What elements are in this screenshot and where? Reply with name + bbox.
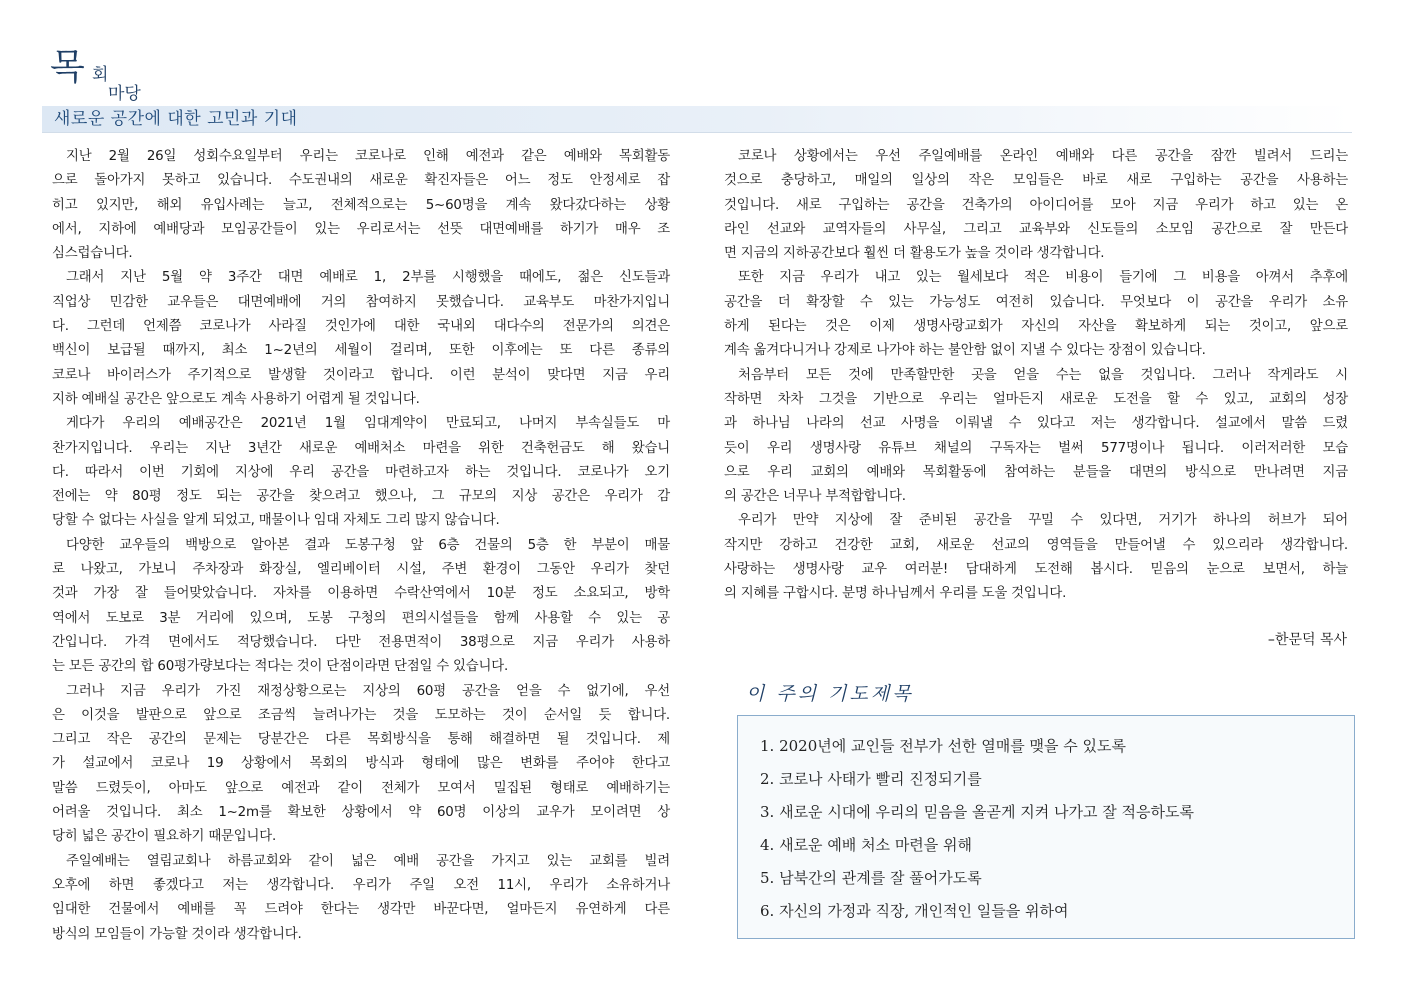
paragraph-line: 전에는 약 80평 정도 되는 공간을 찾으려고 했으나, 그 규모의 지상 공간은 우리가 감 <box>52 489 670 505</box>
paragraph-line: 작하면 차차 그것을 기반으로 우리는 얼마든지 새로운 도전을 할 수 있고, 교회의 성장 <box>724 391 1348 407</box>
paragraph-line: 오후에 하면 좋겠다고 저는 생각합니다. 우리가 주일 오전 11시, 우리가 소유하거나 <box>52 877 670 893</box>
paragraph-line: 우리가 만약 지상에 잘 준비된 공간을 꾸밀 수 있다면, 거기가 하나의 허브가 되어 <box>738 513 1348 529</box>
paragraph-line: 그래서 지난 5월 약 3주간 대면 예배로 1, 2부를 시행했을 때에도, 젊은 신도들과 <box>66 270 670 286</box>
paragraph-line: 역에서 도보로 3분 거리에 있으며, 도봉 구청의 편의시설들을 함께 사용할 수 있는 공 <box>52 610 670 626</box>
paragraph-line: 말씀 드렸듯이, 아마도 앞으로 예전과 같이 전체가 모여서 밀집된 형태로 예배하기는 <box>52 780 670 796</box>
prayer-item: 4. 새로운 예배 처소 마련을 위해 <box>760 836 973 854</box>
prayer-list <box>760 730 1194 928</box>
paragraph-line: 것과 가장 잘 들어맞았습니다. 자차를 이용하면 수락산역에서 10분 정도 소요되고, 방학 <box>52 586 670 602</box>
paragraph-line: 것으로 충당하고, 매일의 일상의 작은 모임들은 바로 새로 구입하는 공간을 사용하는 <box>724 173 1348 189</box>
paragraph-line: 방식의 모임들이 가능할 것이라 생각합니다. <box>52 926 302 942</box>
prayer-heading: 이 주의 기도제목 <box>746 683 914 705</box>
paragraph-line: 지난 2월 26일 성회수요일부터 우리는 코로나로 인해 예전과 같은 예배와 목회활동 <box>66 149 670 164</box>
paragraph-line: 다양한 교우들의 백방으로 알아본 결과 도봉구청 앞 6층 건물의 5층 한 부분이 매물 <box>66 537 670 553</box>
prayer-box <box>737 715 1355 939</box>
article-left-column <box>52 145 670 947</box>
paragraph-line: 찬가지입니다. 우리는 지난 3년간 새로운 예배처소 마련을 위한 건축헌금도 해 왔습니 <box>52 440 670 456</box>
paragraph-line: 에서, 지하에 예배당과 모임공간들이 있는 우리로서는 선뜻 대면예배를 하기가 매우 조 <box>52 221 670 237</box>
article-right-column <box>724 145 1348 607</box>
paragraph-line: 지하 예배실 공간은 앞으로도 계속 사용하기 어렵게 될 것입니다. <box>52 391 420 407</box>
paragraph-line: 주일예배는 열림교회나 하름교회와 같이 넓은 예배 공간을 가지고 있는 교회를 빌려 <box>66 853 670 869</box>
paragraph-line: 은 이것을 발판으로 앞으로 조금씩 늘려나가는 것을 도모하는 것이 순서일 듯 합니다. <box>52 707 670 723</box>
paragraph-line: 코로나 바이러스가 주기적으로 발생할 것이라고 합니다. 이런 분석이 맞다면 지금 우리 <box>52 367 670 383</box>
author-signature: –한문덕 목사 <box>1267 632 1347 648</box>
paragraph-line: 또한 지금 우리가 내고 있는 월세보다 적은 비용이 들기에 그 비용을 아껴서 추후에 <box>738 270 1348 286</box>
paragraph-line: 면 지금의 지하공간보다 훨씬 더 활용도가 높을 것이라 생각합니다. <box>724 246 1105 262</box>
paragraph-line: 심스럽습니다. <box>52 246 133 262</box>
paragraph-line: 하게 된다는 것은 이제 생명사랑교회가 자신의 자산을 확보하게 되는 것이고, 앞으로 <box>724 319 1348 335</box>
prayer-item: 3. 새로운 시대에 우리의 믿음을 올곧게 지켜 나가고 잘 적응하도록 <box>760 803 1194 821</box>
prayer-item: 2. 코로나 사태가 빨리 진정되기를 <box>760 770 982 788</box>
paragraph-line: 히고 있지만, 해외 유입사례는 늘고, 전체적으로는 5~60명을 계속 왔다갔다하는 상황 <box>52 197 670 213</box>
section-masthead <box>50 46 250 104</box>
paragraph-line: 계속 옮겨다니거나 강제로 나가야 하는 불안함 없이 지낼 수 있다는 장점이 있습니다. <box>724 343 1206 359</box>
paragraph-line: 간입니다. 가격 면에서도 적당했습니다. 다만 전용면적이 38평으로 지금 우리가 사용하 <box>52 634 670 650</box>
paragraph-line: 으로 돌아가지 못하고 있습니다. 수도권내의 새로운 확진자들은 어느 정도 안정세로 잡 <box>52 173 670 189</box>
paragraph-line: 으로 우리 교회의 예배와 목회활동에 참여하는 분들을 대면의 방식으로 만나려면 지금 <box>724 464 1348 480</box>
paragraph-line: 로 나왔고, 가보니 주차장과 화장실, 엘리베이터 시설, 주변 환경이 그동안 우리가 찾던 <box>52 562 670 578</box>
paragraph-line: 듯이 우리 생명사랑 유튜브 채널의 구독자는 벌써 577명이나 됩니다. 이러저러한 모습 <box>724 440 1348 456</box>
paragraph-line: 코로나 상황에서는 우선 주일예배를 온라인 예배와 다른 공간을 잠깐 빌려서 드리는 <box>738 149 1348 164</box>
paragraph-line: 백신이 보급될 때까지, 최소 1~2년의 세월이 걸리며, 또한 이후에는 또 다른 종류의 <box>52 343 670 359</box>
paragraph-line: 라인 선교와 교역자들의 사무실, 그리고 교육부와 신도들의 소모임 공간으로 잘 만든다 <box>724 221 1348 237</box>
paragraph-line: 작지만 강하고 건강한 교회, 새로운 선교의 영역들을 만들어낼 수 있으리라 생각합니다. <box>724 537 1348 553</box>
paragraph-line: 공간을 더 확장할 수 있는 가능성도 여전히 있습니다. 무엇보다 이 공간을 우리가 소유 <box>724 294 1348 310</box>
masthead-mid-char: 회 <box>92 65 109 85</box>
paragraph-line: 다. 그런데 언제쯤 코로나가 사라질 것인가에 대한 국내외 대다수의 전문가의 의견은 <box>52 319 670 335</box>
paragraph-line: 어려울 것입니다. 최소 1~2m를 확보한 상황에서 약 60명 이상의 교우가 모이려면 상 <box>52 805 670 821</box>
paragraph-line: 것입니다. 새로 구입하는 공간을 건축가의 아이디어를 모아 지금 우리가 하고 있는 온 <box>724 197 1348 213</box>
paragraph-line: 임대한 건물에서 예배를 꼭 드려야 한다는 생각만 바꾼다면, 얼마든지 유연하게 다른 <box>52 902 670 918</box>
masthead-small-text: 마당 <box>108 84 141 104</box>
paragraph-line: 당히 넓은 공간이 필요하기 때문입니다. <box>52 829 277 845</box>
paragraph-line: 게다가 우리의 예배공간은 2021년 1월 임대계약이 만료되고, 나머지 부속실들도 마 <box>66 416 670 432</box>
prayer-item: 6. 자신의 가정과 직장, 개인적인 일들을 위하여 <box>760 902 1069 920</box>
paragraph-line: 과 하나님 나라의 선교 사명을 이뤄낼 수 있다고 저는 생각합니다. 설교에서 말씀 드렸 <box>724 416 1348 432</box>
paragraph-line: 다. 따라서 이번 기회에 지상에 우리 공간을 마련하고자 하는 것입니다. 코로나가 오기 <box>52 464 670 480</box>
paragraph-line: 가 설교에서 코로나 19 상황에서 목회의 방식과 형태에 많은 변화를 주어야 한다고 <box>52 756 670 772</box>
paragraph-line: 의 공간은 너무나 부적합합니다. <box>724 489 906 505</box>
paragraph-line: 는 모든 공간의 합 60평가량보다는 적다는 것이 단점이라면 단점일 수 있습니다. <box>52 659 509 675</box>
paragraph-line: 그러나 지금 우리가 가진 재정상황으로는 지상의 60평 공간을 얻을 수 없기에, 우선 <box>66 683 670 699</box>
article-title-bar <box>42 106 1352 133</box>
paragraph-line: 당할 수 없다는 사실을 알게 되었고, 매물이나 임대 자체도 그리 많지 않습니다. <box>52 513 500 529</box>
paragraph-line: 직업상 민감한 교우들은 대면예배에 거의 참여하지 못했습니다. 교육부도 마찬가지입니 <box>52 294 670 310</box>
paragraph-line: 처음부터 모든 것에 만족할만한 곳을 얻을 수는 없을 것입니다. 그러나 작게라도 시 <box>738 367 1348 383</box>
prayer-item: 5. 남북간의 관계를 잘 풀어가도록 <box>760 869 982 887</box>
paragraph-line: 의 지혜를 구합시다. 분명 하나님께서 우리를 도울 것입니다. <box>724 586 1067 602</box>
article-title: 새로운 공간에 대한 고민과 기대 <box>54 109 298 129</box>
prayer-item: 1. 2020년에 교인들 전부가 선한 열매를 맺을 수 있도록 <box>760 737 1126 755</box>
paragraph-line: 사랑하는 생명사랑 교우 여러분! 담대하게 도전해 봅시다. 믿음의 눈으로 보면서, 하늘 <box>724 562 1348 578</box>
masthead-big-char: 목 <box>50 47 84 88</box>
paragraph-line: 그리고 작은 공간의 문제는 당분간은 다른 목회방식을 통해 해결하면 될 것입니다. 제 <box>52 732 670 748</box>
